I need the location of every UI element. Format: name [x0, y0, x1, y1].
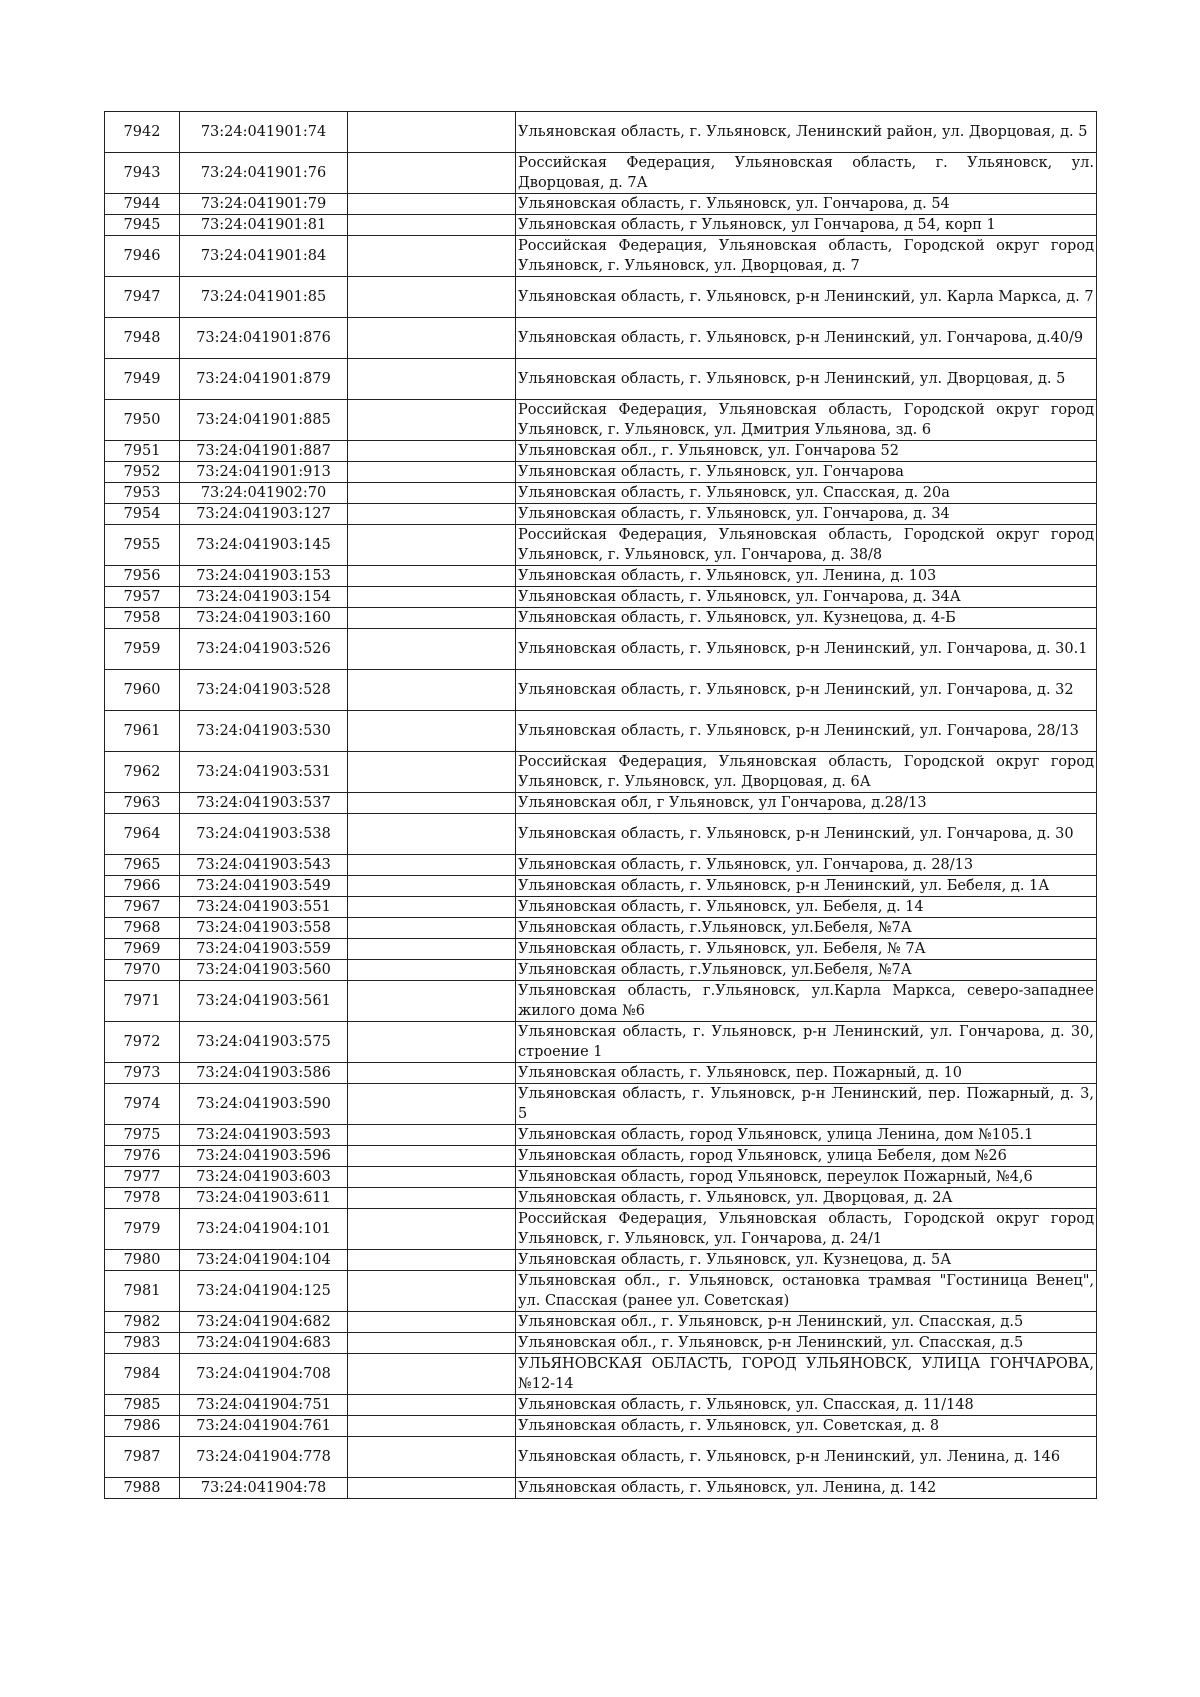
empty-cell — [348, 236, 516, 277]
table-row — [105, 359, 1097, 400]
row-number-cell: 7951 — [105, 441, 180, 462]
table-row — [105, 1188, 1097, 1209]
cadastral-number-cell: 73:24:041903:561 — [180, 981, 348, 1022]
row-number-cell: 7948 — [105, 318, 180, 359]
table-row — [105, 629, 1097, 670]
empty-cell — [348, 194, 516, 215]
table-row — [105, 793, 1097, 814]
row-number-cell: 7963 — [105, 793, 180, 814]
row-number-cell: 7980 — [105, 1250, 180, 1271]
table-row — [105, 462, 1097, 483]
address-cell: Ульяновская область, г. Ульяновск, ул. Гончарова, д. 28/13 — [516, 855, 1097, 876]
table-row — [105, 1209, 1097, 1250]
cadastral-number-cell: 73:24:041904:125 — [180, 1271, 348, 1312]
address-cell: Ульяновская область, г. Ульяновск, ул. Советская, д. 8 — [516, 1416, 1097, 1437]
address-cell: Ульяновская область, г. Ульяновск, Ленинский район, ул. Дворцовая, д. 5 — [516, 112, 1097, 153]
address-cell: Ульяновская область, г. Ульяновск, пер. Пожарный, д. 10 — [516, 1063, 1097, 1084]
cadastral-number-cell: 73:24:041903:596 — [180, 1146, 348, 1167]
row-number-cell: 7974 — [105, 1084, 180, 1125]
cadastral-number-cell: 73:24:041903:611 — [180, 1188, 348, 1209]
empty-cell — [348, 1209, 516, 1250]
address-cell: Ульяновская область, г. Ульяновск, р-н Ленинский, ул. Гончарова, д. 30.1 — [516, 629, 1097, 670]
address-cell: Ульяновская область, г. Ульяновск, ул. Бебеля, д. 14 — [516, 897, 1097, 918]
empty-cell — [348, 1250, 516, 1271]
table-row — [105, 1395, 1097, 1416]
row-number-cell: 7977 — [105, 1167, 180, 1188]
table-row — [105, 1084, 1097, 1125]
row-number-cell: 7987 — [105, 1437, 180, 1478]
address-cell: Российская Федерация, Ульяновская область, Городской округ город Ульяновск, г. Ульяновск, ул. Гончарова, д. 24/1 — [516, 1209, 1097, 1250]
table-row — [105, 1022, 1097, 1063]
table-row — [105, 215, 1097, 236]
address-cell: Ульяновская область, г. Ульяновск, ул. Спасская, д. 11/148 — [516, 1395, 1097, 1416]
cadastral-number-cell: 73:24:041903:543 — [180, 855, 348, 876]
address-cell: УЛЬЯНОВСКАЯ ОБЛАСТЬ, ГОРОД УЛЬЯНОВСК, УЛИЦА ГОНЧАРОВА, №12-14 — [516, 1354, 1097, 1395]
table-row — [105, 441, 1097, 462]
address-cell: Ульяновская область, г. Ульяновск, р-н Ленинский, ул. Бебеля, д. 1А — [516, 876, 1097, 897]
row-number-cell: 7969 — [105, 939, 180, 960]
address-cell: Ульяновская область, г. Ульяновск, р-н Ленинский, ул. Гончарова, 28/13 — [516, 711, 1097, 752]
cadastral-number-cell: 73:24:041903:528 — [180, 670, 348, 711]
empty-cell — [348, 1188, 516, 1209]
address-cell: Ульяновская область, г. Ульяновск, р-н Ленинский, ул. Гончарова, д. 32 — [516, 670, 1097, 711]
table-row — [105, 897, 1097, 918]
cadastral-number-cell: 73:24:041901:76 — [180, 153, 348, 194]
cadastral-number-cell: 73:24:041903:560 — [180, 960, 348, 981]
address-cell: Ульяновская область, город Ульяновск, улица Ленина, дом №105.1 — [516, 1125, 1097, 1146]
empty-cell — [348, 981, 516, 1022]
table-row — [105, 1146, 1097, 1167]
table-row — [105, 1167, 1097, 1188]
row-number-cell: 7959 — [105, 629, 180, 670]
row-number-cell: 7968 — [105, 918, 180, 939]
table-row — [105, 1125, 1097, 1146]
empty-cell — [348, 897, 516, 918]
cadastral-number-cell: 73:24:041903:586 — [180, 1063, 348, 1084]
empty-cell — [348, 939, 516, 960]
empty-cell — [348, 462, 516, 483]
table-row — [105, 566, 1097, 587]
address-cell: Ульяновская область, г.Ульяновск, ул.Бебеля, №7А — [516, 960, 1097, 981]
cadastral-number-cell: 73:24:041904:708 — [180, 1354, 348, 1395]
table-row — [105, 1354, 1097, 1395]
table-row — [105, 1250, 1097, 1271]
row-number-cell: 7978 — [105, 1188, 180, 1209]
cadastral-number-cell: 73:24:041903:526 — [180, 629, 348, 670]
address-cell: Ульяновская область, г. Ульяновск, ул. Ленина, д. 103 — [516, 566, 1097, 587]
cadastral-number-cell: 73:24:041904:778 — [180, 1437, 348, 1478]
cadastral-number-cell: 73:24:041901:887 — [180, 441, 348, 462]
address-cell: Ульяновская область, г. Ульяновск, р-н Ленинский, ул. Карла Маркса, д. 7 — [516, 277, 1097, 318]
row-number-cell: 7952 — [105, 462, 180, 483]
address-cell: Ульяновская область, г. Ульяновск, р-н Ленинский, ул. Дворцовая, д. 5 — [516, 359, 1097, 400]
empty-cell — [348, 918, 516, 939]
empty-cell — [348, 1146, 516, 1167]
address-cell: Ульяновская область, г. Ульяновск, р-н Ленинский, ул. Гончарова, д. 30 — [516, 814, 1097, 855]
row-number-cell: 7943 — [105, 153, 180, 194]
row-number-cell: 7945 — [105, 215, 180, 236]
cadastral-number-cell: 73:24:041904:682 — [180, 1312, 348, 1333]
address-cell: Ульяновская область, г.Ульяновск, ул.Бебеля, №7А — [516, 918, 1097, 939]
registry-table-body — [105, 112, 1097, 1499]
table-row — [105, 587, 1097, 608]
row-number-cell: 7971 — [105, 981, 180, 1022]
cadastral-number-cell: 73:24:041901:74 — [180, 112, 348, 153]
row-number-cell: 7947 — [105, 277, 180, 318]
table-row — [105, 1416, 1097, 1437]
table-row — [105, 855, 1097, 876]
table-row — [105, 400, 1097, 441]
row-number-cell: 7982 — [105, 1312, 180, 1333]
address-cell: Ульяновская область, г. Ульяновск, ул. Бебеля, № 7А — [516, 939, 1097, 960]
empty-cell — [348, 525, 516, 566]
empty-cell — [348, 711, 516, 752]
empty-cell — [348, 318, 516, 359]
empty-cell — [348, 752, 516, 793]
address-cell: Ульяновская область, город Ульяновск, улица Бебеля, дом №26 — [516, 1146, 1097, 1167]
row-number-cell: 7950 — [105, 400, 180, 441]
row-number-cell: 7979 — [105, 1209, 180, 1250]
cadastral-number-cell: 73:24:041901:885 — [180, 400, 348, 441]
empty-cell — [348, 566, 516, 587]
table-row — [105, 112, 1097, 153]
row-number-cell: 7957 — [105, 587, 180, 608]
address-cell: Ульяновская обл., г. Ульяновск, р-н Ленинский, ул. Спасская, д.5 — [516, 1312, 1097, 1333]
table-row — [105, 918, 1097, 939]
row-number-cell: 7942 — [105, 112, 180, 153]
empty-cell — [348, 1312, 516, 1333]
table-row — [105, 1437, 1097, 1478]
empty-cell — [348, 1084, 516, 1125]
address-cell: Ульяновская обл., г. Ульяновск, ул. Гончарова 52 — [516, 441, 1097, 462]
cadastral-number-cell: 73:24:041902:70 — [180, 483, 348, 504]
row-number-cell: 7961 — [105, 711, 180, 752]
address-cell: Ульяновская область, г. Ульяновск, ул. Спасская, д. 20а — [516, 483, 1097, 504]
row-number-cell: 7986 — [105, 1416, 180, 1437]
row-number-cell: 7962 — [105, 752, 180, 793]
address-cell: Ульяновская область, г. Ульяновск, р-н Ленинский, ул. Ленина, д. 146 — [516, 1437, 1097, 1478]
table-row — [105, 318, 1097, 359]
table-row — [105, 277, 1097, 318]
table-row — [105, 483, 1097, 504]
table-row — [105, 1063, 1097, 1084]
empty-cell — [348, 359, 516, 400]
row-number-cell: 7965 — [105, 855, 180, 876]
empty-cell — [348, 1167, 516, 1188]
cadastral-number-cell: 73:24:041903:558 — [180, 918, 348, 939]
row-number-cell: 7975 — [105, 1125, 180, 1146]
address-cell: Ульяновская область, г. Ульяновск, ул. Гончарова, д. 54 — [516, 194, 1097, 215]
address-cell: Ульяновская область, г. Ульяновск, р-н Ленинский, пер. Пожарный, д. 3, 5 — [516, 1084, 1097, 1125]
cadastral-number-cell: 73:24:041903:538 — [180, 814, 348, 855]
row-number-cell: 7970 — [105, 960, 180, 981]
address-cell: Ульяновская область, г. Ульяновск, ул. Гончарова — [516, 462, 1097, 483]
row-number-cell: 7956 — [105, 566, 180, 587]
address-cell: Ульяновская обл., г. Ульяновск, р-н Ленинский, ул. Спасская, д.5 — [516, 1333, 1097, 1354]
address-cell: Ульяновская обл, г Ульяновск, ул Гончарова, д.28/13 — [516, 793, 1097, 814]
empty-cell — [348, 504, 516, 525]
cadastral-number-cell: 73:24:041903:603 — [180, 1167, 348, 1188]
table-row — [105, 194, 1097, 215]
cadastral-number-cell: 73:24:041903:160 — [180, 608, 348, 629]
empty-cell — [348, 608, 516, 629]
cadastral-number-cell: 73:24:041903:549 — [180, 876, 348, 897]
address-cell: Ульяновская обл., г. Ульяновск, остановка трамвая "Гостиница Венец", ул. Спасская (ранее ул. Советская) — [516, 1271, 1097, 1312]
address-cell: Ульяновская область, г. Ульяновск, р-н Ленинский, ул. Гончарова, д. 30, строение 1 — [516, 1022, 1097, 1063]
cadastral-number-cell: 73:24:041903:154 — [180, 587, 348, 608]
address-cell: Российская Федерация, Ульяновская область, г. Ульяновск, ул. Дворцовая, д. 7А — [516, 153, 1097, 194]
address-cell: Российская Федерация, Ульяновская область, Городской округ город Ульяновск, г. Ульяновск, ул. Гончарова, д. 38/8 — [516, 525, 1097, 566]
row-number-cell: 7984 — [105, 1354, 180, 1395]
table-row — [105, 876, 1097, 897]
empty-cell — [348, 1125, 516, 1146]
cadastral-number-cell: 73:24:041903:153 — [180, 566, 348, 587]
cadastral-number-cell: 73:24:041903:531 — [180, 752, 348, 793]
address-cell: Ульяновская область, г. Ульяновск, ул. Ленина, д. 142 — [516, 1478, 1097, 1499]
empty-cell — [348, 1063, 516, 1084]
cadastral-number-cell: 73:24:041904:683 — [180, 1333, 348, 1354]
cadastral-number-cell: 73:24:041901:81 — [180, 215, 348, 236]
table-row — [105, 814, 1097, 855]
address-cell: Ульяновская область, г. Ульяновск, ул. Гончарова, д. 34 — [516, 504, 1097, 525]
row-number-cell: 7983 — [105, 1333, 180, 1354]
empty-cell — [348, 1416, 516, 1437]
empty-cell — [348, 483, 516, 504]
address-cell: Ульяновская область, г. Ульяновск, ул. Гончарова, д. 34А — [516, 587, 1097, 608]
table-row — [105, 981, 1097, 1022]
row-number-cell: 7981 — [105, 1271, 180, 1312]
row-number-cell: 7967 — [105, 897, 180, 918]
table-row — [105, 711, 1097, 752]
table-row — [105, 236, 1097, 277]
cadastral-number-cell: 73:24:041903:593 — [180, 1125, 348, 1146]
cadastral-number-cell: 73:24:041903:537 — [180, 793, 348, 814]
row-number-cell: 7946 — [105, 236, 180, 277]
address-cell: Ульяновская область, г. Ульяновск, ул. Дворцовая, д. 2А — [516, 1188, 1097, 1209]
address-cell: Ульяновская область, г. Ульяновск, ул. Кузнецова, д. 4-Б — [516, 608, 1097, 629]
cadastral-number-cell: 73:24:041901:913 — [180, 462, 348, 483]
empty-cell — [348, 814, 516, 855]
row-number-cell: 7985 — [105, 1395, 180, 1416]
empty-cell — [348, 1354, 516, 1395]
cadastral-number-cell: 73:24:041901:876 — [180, 318, 348, 359]
table-row — [105, 939, 1097, 960]
cadastral-number-cell: 73:24:041903:551 — [180, 897, 348, 918]
row-number-cell: 7972 — [105, 1022, 180, 1063]
address-cell: Ульяновская область, город Ульяновск, переулок Пожарный, №4,6 — [516, 1167, 1097, 1188]
row-number-cell: 7955 — [105, 525, 180, 566]
address-cell: Российская Федерация, Ульяновская область, Городской округ город Ульяновск, г. Ульяновск, ул. Дворцовая, д. 7 — [516, 236, 1097, 277]
empty-cell — [348, 793, 516, 814]
cadastral-number-cell: 73:24:041903:590 — [180, 1084, 348, 1125]
cadastral-number-cell: 73:24:041904:751 — [180, 1395, 348, 1416]
cadastral-number-cell: 73:24:041903:127 — [180, 504, 348, 525]
empty-cell — [348, 1022, 516, 1063]
empty-cell — [348, 1478, 516, 1499]
address-cell: Ульяновская область, г. Ульяновск, ул. Кузнецова, д. 5А — [516, 1250, 1097, 1271]
empty-cell — [348, 629, 516, 670]
address-cell: Российская Федерация, Ульяновская область, Городской округ город Ульяновск, г. Ульяновск, ул. Дворцовая, д. 6А — [516, 752, 1097, 793]
empty-cell — [348, 215, 516, 236]
empty-cell — [348, 1271, 516, 1312]
table-row — [105, 525, 1097, 566]
cadastral-number-cell: 73:24:041901:84 — [180, 236, 348, 277]
row-number-cell: 7988 — [105, 1478, 180, 1499]
row-number-cell: 7973 — [105, 1063, 180, 1084]
row-number-cell: 7949 — [105, 359, 180, 400]
empty-cell — [348, 400, 516, 441]
row-number-cell: 7964 — [105, 814, 180, 855]
document-page — [104, 111, 1096, 1499]
row-number-cell: 7953 — [105, 483, 180, 504]
row-number-cell: 7958 — [105, 608, 180, 629]
row-number-cell: 7966 — [105, 876, 180, 897]
table-row — [105, 608, 1097, 629]
table-row — [105, 670, 1097, 711]
cadastral-number-cell: 73:24:041903:575 — [180, 1022, 348, 1063]
row-number-cell: 7944 — [105, 194, 180, 215]
cadastral-number-cell: 73:24:041904:761 — [180, 1416, 348, 1437]
cadastral-number-cell: 73:24:041904:101 — [180, 1209, 348, 1250]
table-row — [105, 752, 1097, 793]
table-row — [105, 1478, 1097, 1499]
empty-cell — [348, 876, 516, 897]
table-row — [105, 1312, 1097, 1333]
empty-cell — [348, 153, 516, 194]
empty-cell — [348, 112, 516, 153]
table-row — [105, 960, 1097, 981]
row-number-cell: 7960 — [105, 670, 180, 711]
cadastral-number-cell: 73:24:041904:78 — [180, 1478, 348, 1499]
table-row — [105, 1333, 1097, 1354]
cadastral-number-cell: 73:24:041904:104 — [180, 1250, 348, 1271]
cadastral-number-cell: 73:24:041901:79 — [180, 194, 348, 215]
table-row — [105, 1271, 1097, 1312]
cadastral-number-cell: 73:24:041903:145 — [180, 525, 348, 566]
empty-cell — [348, 960, 516, 981]
empty-cell — [348, 587, 516, 608]
table-row — [105, 504, 1097, 525]
empty-cell — [348, 441, 516, 462]
empty-cell — [348, 1437, 516, 1478]
address-cell: Ульяновская область, г. Ульяновск, р-н Ленинский, ул. Гончарова, д.40/9 — [516, 318, 1097, 359]
row-number-cell: 7954 — [105, 504, 180, 525]
empty-cell — [348, 1333, 516, 1354]
empty-cell — [348, 670, 516, 711]
table-row — [105, 153, 1097, 194]
address-cell: Ульяновская область, г.Ульяновск, ул.Карла Маркса, северо-западнее жилого дома №6 — [516, 981, 1097, 1022]
address-cell: Российская Федерация, Ульяновская область, Городской округ город Ульяновск, г. Ульяновск, ул. Дмитрия Ульянова, зд. 6 — [516, 400, 1097, 441]
property-registry-table — [104, 111, 1097, 1499]
cadastral-number-cell: 73:24:041903:530 — [180, 711, 348, 752]
empty-cell — [348, 855, 516, 876]
cadastral-number-cell: 73:24:041901:85 — [180, 277, 348, 318]
cadastral-number-cell: 73:24:041901:879 — [180, 359, 348, 400]
empty-cell — [348, 277, 516, 318]
row-number-cell: 7976 — [105, 1146, 180, 1167]
address-cell: Ульяновская область, г Ульяновск, ул Гончарова, д 54, корп 1 — [516, 215, 1097, 236]
empty-cell — [348, 1395, 516, 1416]
cadastral-number-cell: 73:24:041903:559 — [180, 939, 348, 960]
